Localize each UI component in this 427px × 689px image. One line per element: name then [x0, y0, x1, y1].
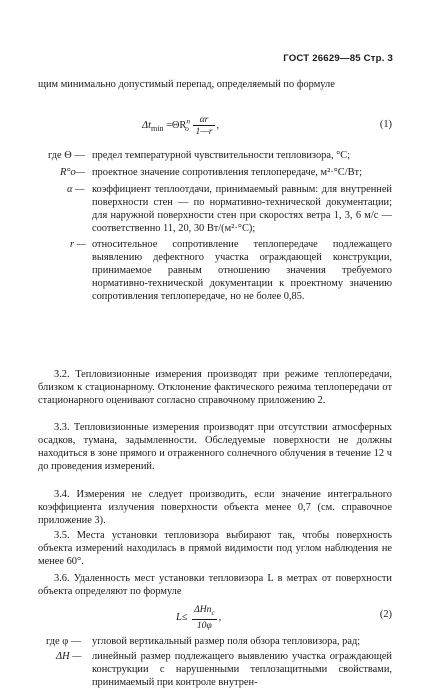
formula-2-tail: , [218, 611, 222, 623]
def-delta-h [38, 650, 392, 689]
paragraph-3-3: 3.3. Тепловизионные измерения производят при отсутствии атмосферных осадков, тумана, задымленности. Обследуемые поверхности не должны находиться в зоне прямого и отраженного солнечного облучения в течение 12 ч до проведения измерений. [38, 422, 392, 472]
page-header: ГОСТ 26629—85 Стр. 3 [283, 53, 393, 64]
formula-1-left-sub: min [151, 123, 164, 133]
formula-1 [142, 114, 219, 137]
def-theta-symbol: где Θ — [48, 150, 85, 161]
paragraph-3-2: 3.2. Тепловизионные измерения производят при режиме теплопередачи, близком к стационарному. Отклонение фактического режима теплопередачи от стационарного оценивают согласно справочному приложению 2. [38, 369, 392, 406]
def-theta-text: предел температурной чувствительности тепловизора, °С; [92, 150, 351, 161]
def-alpha [38, 183, 392, 235]
def-theta [38, 149, 392, 162]
formula-2-numerator-sub: c [211, 608, 215, 617]
def-alpha-symbol: α — [67, 184, 85, 195]
formula-2-fraction [192, 604, 216, 631]
formula-1-denominator: 1—r [195, 126, 213, 137]
formula-2-left: L≤ [176, 611, 188, 623]
formula-2-definitions [38, 635, 392, 688]
formula-1-tail: , [216, 119, 220, 131]
formula-2 [176, 604, 221, 631]
def-delta-h-symbol: ΔH — [56, 651, 82, 662]
formula-2-number: (2) [379, 609, 392, 620]
formula-2-numerator [192, 604, 216, 620]
paragraph-3-4: 3.4. Измерения не следует производить, если значение интегрального коэффициента излучения поверхности объекта менее 0,7 (см. справочное приложение 3). [38, 489, 392, 526]
def-alpha-text: коэффициент теплоотдачи, принимаемый равным: для внутренней поверхности стен — по нормативно-технической документации; для наружной поверхности стен при скоростях ветра 1, 3, 6 м/с — соответственно 11, 20, 30 Вт/(м²·°С); [92, 184, 392, 234]
def-phi [38, 635, 392, 648]
formula-2-denominator: 10φ [196, 619, 212, 631]
formula-2-numerator-text: ΔHn [194, 604, 212, 615]
def-rel-r-symbol: r — [70, 239, 86, 250]
intro-paragraph: щим минимально допустимый перепад, определяемый по формуле [38, 79, 335, 90]
def-rel-r [38, 238, 392, 303]
formula-1-r-sub: о [185, 123, 189, 133]
def-delta-h-text: линейный размер подлежащего выявлению участка ограждающей конструкции с нарушенными теплозащитными свойствами, принимаемый при контроле внутрен- [92, 651, 392, 688]
def-r [38, 166, 392, 179]
formula-1-fraction [193, 114, 214, 137]
formula-1-definitions [38, 149, 392, 303]
def-r-symbol: R°о— [60, 167, 85, 178]
def-r-text: проектное значение сопротивления теплопередаче, м²·°С/Вт; [92, 167, 362, 178]
formula-1-r-sup: п [186, 116, 191, 126]
formula-1-number: (1) [379, 119, 392, 130]
def-phi-text: угловой вертикальный размер поля обзора тепловизора, рад; [92, 636, 361, 647]
formula-1-eq: =ΘR [166, 119, 187, 131]
paragraph-3-6: 3.6. Удаленность мест установки тепловизора L в метрах от поверхности объекта определяют по формуле [38, 573, 392, 597]
def-rel-r-text: относительное сопротивление теплопередаче подлежащего выявлению дефектного участка ограждающей конструкции, принимаемое равным отношению значения требуемого нормативно-технической документации к проектному значению сопротивления теплопередаче, но не более 0,85. [92, 239, 392, 302]
formula-1-left: Δt [142, 119, 151, 131]
def-phi-symbol: где φ — [46, 636, 82, 647]
paragraph-3-5: 3.5. Места установки тепловизора выбирают так, чтобы поверхность объекта измерений находилась в прямой видимости под углом наблюдения не менее 60°. [38, 530, 392, 567]
formula-1-numerator: αr [193, 114, 214, 126]
